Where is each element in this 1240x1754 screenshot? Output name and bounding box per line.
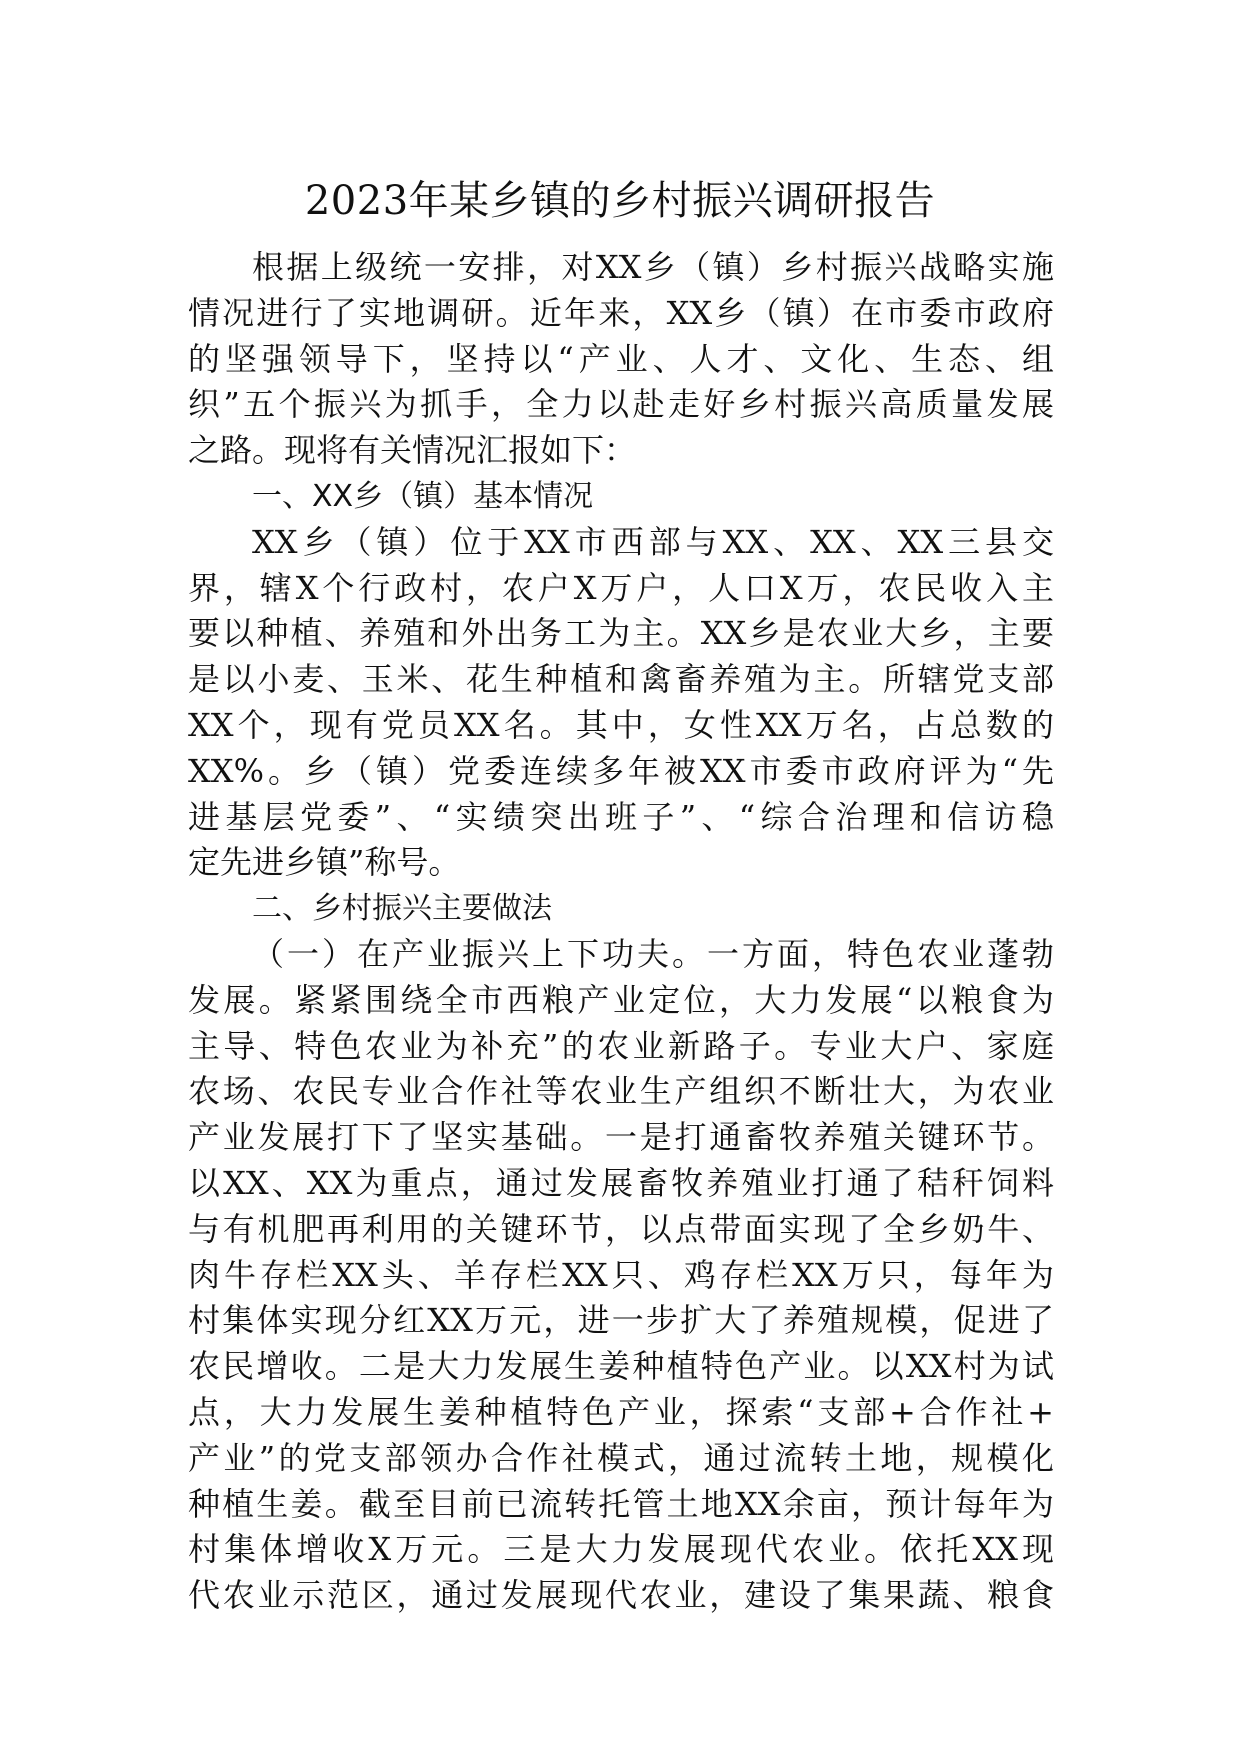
paragraph-line: 界，辖X个行政村，农户X万户，人口X万，农民收入主	[188, 568, 1054, 607]
paragraph-line: 产业发展打下了坚实基础。一是打通畜牧养殖关键环节。	[188, 1118, 1054, 1157]
document-title: 2023年某乡镇的乡村振兴调研报告	[304, 178, 936, 224]
paragraph-line: 以XX、XX为重点，通过发展畜牧养殖业打通了秸秆饲料	[188, 1163, 1054, 1202]
paragraph-line: 的坚强领导下，坚持以“产业、人才、文化、生态、组	[188, 339, 1054, 378]
paragraph-line: 村集体实现分红XX万元，进一步扩大了养殖规模，促进了	[188, 1301, 1054, 1340]
document-body	[188, 245, 1054, 1619]
paragraph-line: 发展。紧紧围绕全市西粮产业定位，大力发展“以粮食为	[188, 980, 1054, 1019]
paragraph-line: 根据上级统一安排，对XX乡（镇）乡村振兴战略实施	[252, 248, 1054, 286]
paragraph-line: 肉牛存栏XX头、羊存栏XX只、鸡存栏XX万只，每年为	[188, 1255, 1054, 1294]
paragraph-line: 农场、农民专业合作社等农业生产组织不断壮大，为农业	[188, 1072, 1054, 1111]
paragraph-line: 定先进乡镇”称号。	[188, 843, 461, 882]
paragraph-line: 产业”的党支部领办合作社模式，通过流转土地，规模化	[188, 1438, 1054, 1477]
paragraph-line: 进基层党委”、“实绩突出班子”、“综合治理和信访稳	[188, 797, 1054, 836]
paragraph-line: XX%。乡（镇）党委连续多年被XX市委市政府评为“先	[188, 751, 1054, 790]
paragraph-line: XX乡（镇）位于XX市西部与XX、XX、XX三县交	[252, 522, 1054, 561]
paragraph-line: 主导、特色农业为补充”的农业新路子。专业大户、家庭	[188, 1026, 1054, 1065]
paragraph-line: 点，大力发展生姜种植特色产业，探索“支部+合作社+	[188, 1392, 1054, 1431]
paragraph-line: 代农业示范区，通过发展现代农业，建设了集果蔬、粮食	[188, 1576, 1054, 1615]
paragraph-line: 农民增收。二是大力发展生姜种植特色产业。以XX村为试	[188, 1347, 1054, 1386]
section-heading: 一、XX乡（镇）基本情况	[252, 478, 594, 514]
paragraph-line: 要以种植、养殖和外出务工为主。XX乡是农业大乡，主要	[188, 614, 1054, 653]
paragraph-line: （一）在产业振兴上下功夫。一方面，特色农业蓬勃	[252, 934, 1054, 973]
paragraph-line: 村集体增收X万元。三是大力发展现代农业。依托XX现	[188, 1530, 1054, 1569]
paragraph-line: 织”五个振兴为抓手，全力以赴走好乡村振兴高质量发展	[188, 385, 1054, 424]
paragraph-line: XX个，现有党员XX名。其中，女性XX万名，占总数的	[188, 705, 1054, 744]
paragraph-line: 与有机肥再利用的关键环节，以点带面实现了全乡奶牛、	[188, 1209, 1054, 1248]
paragraph-line: 是以小麦、玉米、花生种植和禽畜养殖为主。所辖党支部	[188, 660, 1054, 699]
paragraph-line: 种植生姜。截至目前已流转托管土地XX余亩，预计每年为	[188, 1484, 1054, 1523]
section-heading: 二、乡村振兴主要做法	[252, 891, 552, 927]
paragraph-line: 情况进行了实地调研。近年来，XX乡（镇）在市委市政府	[188, 293, 1054, 332]
paragraph-line: 之路。现将有关情况汇报如下：	[188, 431, 637, 470]
